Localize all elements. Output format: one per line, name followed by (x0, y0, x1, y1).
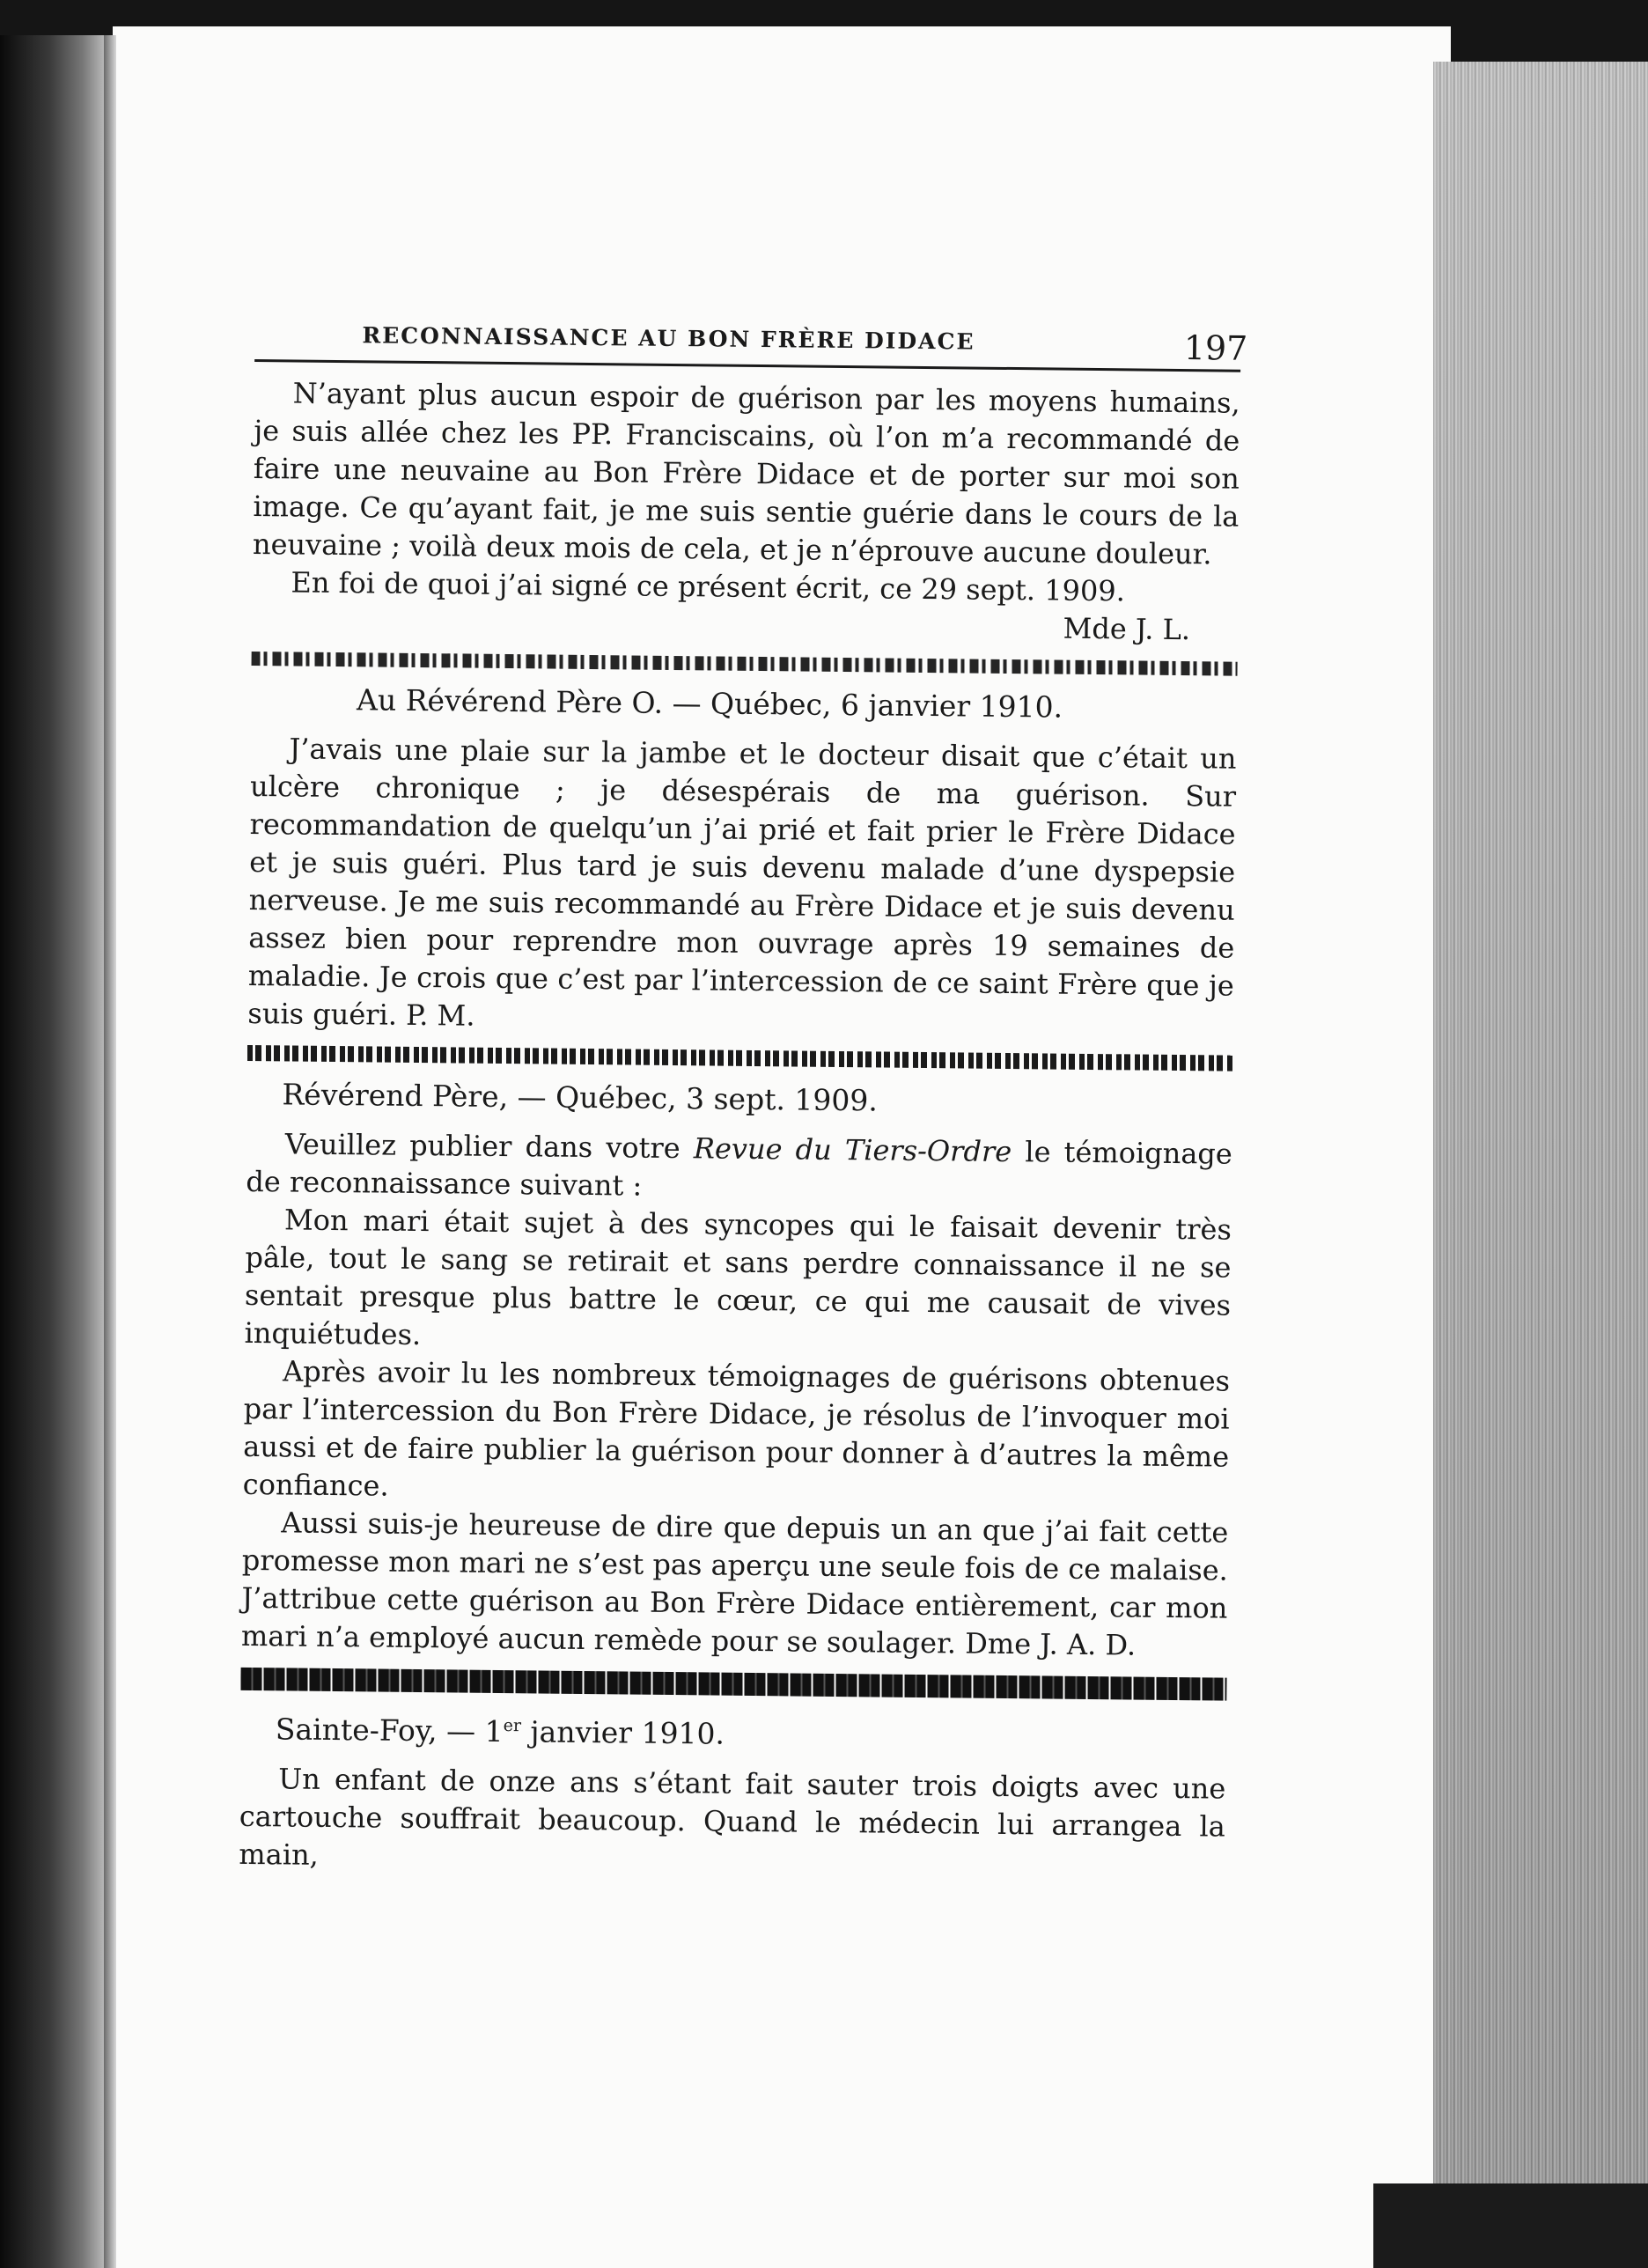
journal-title: Revue du Tiers-Ordre (693, 1131, 1012, 1169)
testimony-paragraph: Aussi suis-je heureuse de dire que depuis un an que j’ai fait cette promesse mon mari ne s’est pas aperçu une seule fois de ce malaise. J’attribue cette guérison au Bon Frère Didace entièrement, car mon mari n’a employé aucun remède pour se soulager. Dme J. A. D. (240, 1506, 1229, 1662)
ornamental-divider (240, 1668, 1226, 1701)
testimony-paragraph: Mon mari était sujet à des syncopes qui le faisait devenir très pâle, tout le sang se retirait et sans perdre connaissance il ne se sentait presque plus battre le cœur, ce qui me causait de vives inquiétudes. (244, 1203, 1232, 1352)
ornamental-divider (247, 1045, 1233, 1071)
text-run: Veuillez publier dans votre (284, 1127, 681, 1166)
dateline: Révérend Père, — Québec, 3 sept. 1909. (282, 1077, 879, 1118)
page-number: 197 (1183, 328, 1248, 368)
dateline: Au Révérend Père O. — Québec, 6 janvier 1910. (356, 682, 1063, 725)
page-gutter (104, 35, 116, 2268)
page-header (254, 291, 1248, 372)
ornamental-divider (252, 652, 1238, 676)
running-title: RECONNAISSANCE AU BON FRÈRE DIDACE (362, 322, 975, 355)
testimony-paragraph (246, 1125, 1232, 1211)
book-spine-shadow (0, 35, 110, 2268)
dateline-place: Sainte-Foy, — 1 (275, 1712, 504, 1749)
testimony-paragraph: N’ayant plus aucun espoir de guérison par les moyens humains, je suis allée chez les PP. Franciscains, où l’on m’a recommandé de faire une neuvaine au Bon Frère Didace et de porter sur moi son image. Ce qu’ayant fait, je me suis sentie guérie dans le cours de la neuvaine ; voilà deux mois de cela, et je n’éprouve aucune douleur. (252, 376, 1240, 571)
dateline-date: janvier 1910. (530, 1714, 725, 1751)
dateline (240, 1705, 1226, 1758)
page-text (239, 291, 1248, 1884)
ordinal-suffix: er (503, 1716, 522, 1736)
text-run: le témoignage de reconnaissance suivant : (246, 1135, 1233, 1203)
testimony-paragraph: Un enfant de onze ans s’étant fait sauter trois doigts avec une cartouche souffrait beaucoup. Quand le médecin lui arrangea la main, (239, 1762, 1226, 1872)
page-edges (1433, 62, 1648, 2183)
testimony-paragraph: J’avais une plaie sur la jambe et le docteur disait que c’était un ulcère chronique ; je désespérais de ma guérison. Sur recommandation de quelqu’un j’ai prié et fait prier le Frère Didace et je suis guéri. Plus tard je suis devenu malade d’une dyspepsie nerveuse. Je me suis recommandé au Frère Didace et je suis devenu assez bien pour reprendre mon ouvrage après 19 semaines de maladie. Je crois que c’est par l’intercession de ce saint Frère que je suis guéri. P. M. (247, 732, 1237, 1033)
signature: Mde J. L. (1063, 611, 1191, 647)
testimony-paragraph: Après avoir lu les nombreux témoignages de guérisons obtenues par l’intercession du Bon Frère Didace, je résolus de l’invoquer moi aussi et de faire publier la guérison pour donner à d’autres la même confiance. (242, 1354, 1231, 1503)
background-shadow (1373, 2183, 1648, 2268)
testimony-paragraph: En foi de quoi j’ai signé ce présent écrit, ce 29 sept. 1909. (291, 565, 1126, 608)
